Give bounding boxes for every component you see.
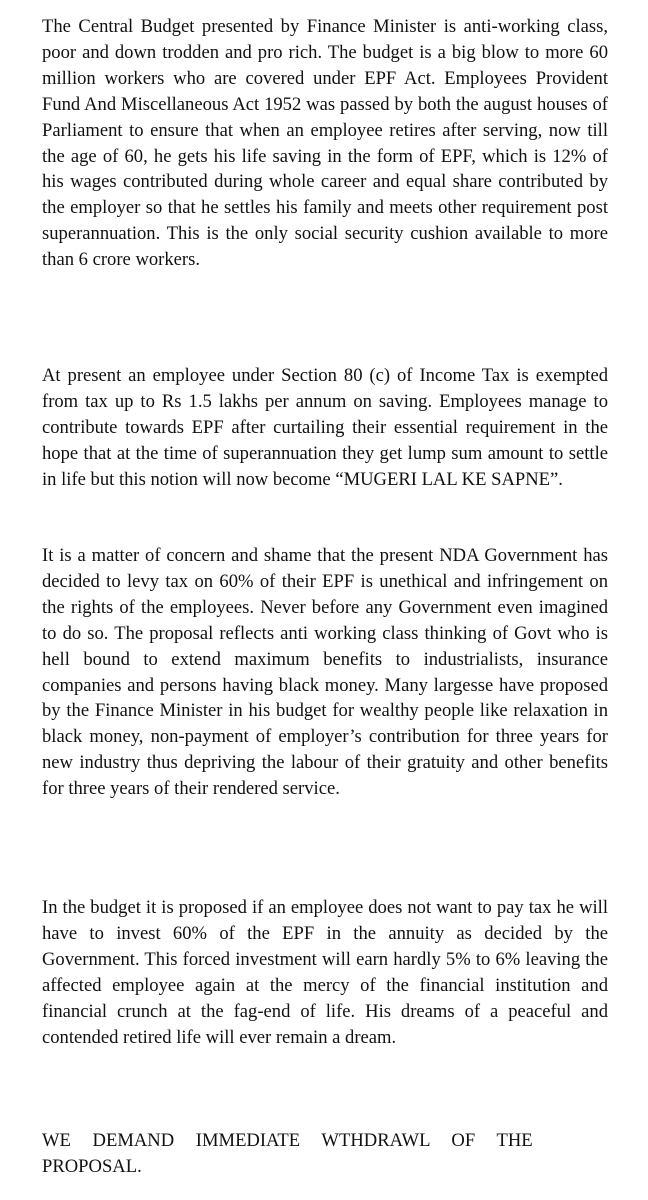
paragraph-demand-withdrawal: WE DEMAND IMMEDIATE WTHDRAWL OF THE PROPOSAL. [42,1130,533,1177]
paragraph-income-tax-exemption: At present an employee under Section 80 (c) of Income Tax is exempted from tax up to Rs 1.5 lakhs per annum on saving. Employees manage to contribute towards EPF after curtailing their essential requirement in the hope that at the time of superannuation they get lump sum amount to settle in life but this notion will now become “MUGERI LAL KE SAPNE”. [42,365,608,490]
paragraph-annuity-proposal: In the budget it is proposed if an employee does not want to pay tax he will have to invest 60% of the EPF in the annuity as decided by the Government. This forced investment will earn hardly 5% to 6% leaving the affected employee again at the mercy of the financial institution and financial crunch at the fag-end of life. His dreams of a peaceful and contended retired life will ever remain a dream. [42,897,608,1048]
paragraph-epf-tax-concern: It is a matter of concern and shame that the present NDA Government has decided to levy tax on 60% of their EPF is unethical and infringement on the rights of the employees. Never before any Government even imagined to do so. The proposal reflects anti working class thinking of Govt who is hell bound to extend maximum benefits to industrialists, insurance companies and persons having black money. Many largesse have proposed by the Finance Minister in his budget for wealthy people like relaxation in black money, non-payment of employer’s contribution for three years for new industry thus depriving the labour of their gratuity and other benefits for three years of their rendered service. [42,545,608,800]
paragraph-budget-criticism: The Central Budget presented by Finance Minister is anti-working class, poor and down trodden and pro rich. The budget is a big blow to more 60 million workers who are covered under EPF Act. Employees Provident Fund And Miscellaneous Act 1952 was passed by both the august houses of Parliament to ensure that when an employee retires after serving, now till the age of 60, he gets his life saving in the form of EPF, which is 12% of his wages contributed during whole career and equal share contributed by the employer so that he settles his family and meets other requirement post superannuation. This is the only social security cushion available to more than 6 crore workers. [42,16,608,271]
